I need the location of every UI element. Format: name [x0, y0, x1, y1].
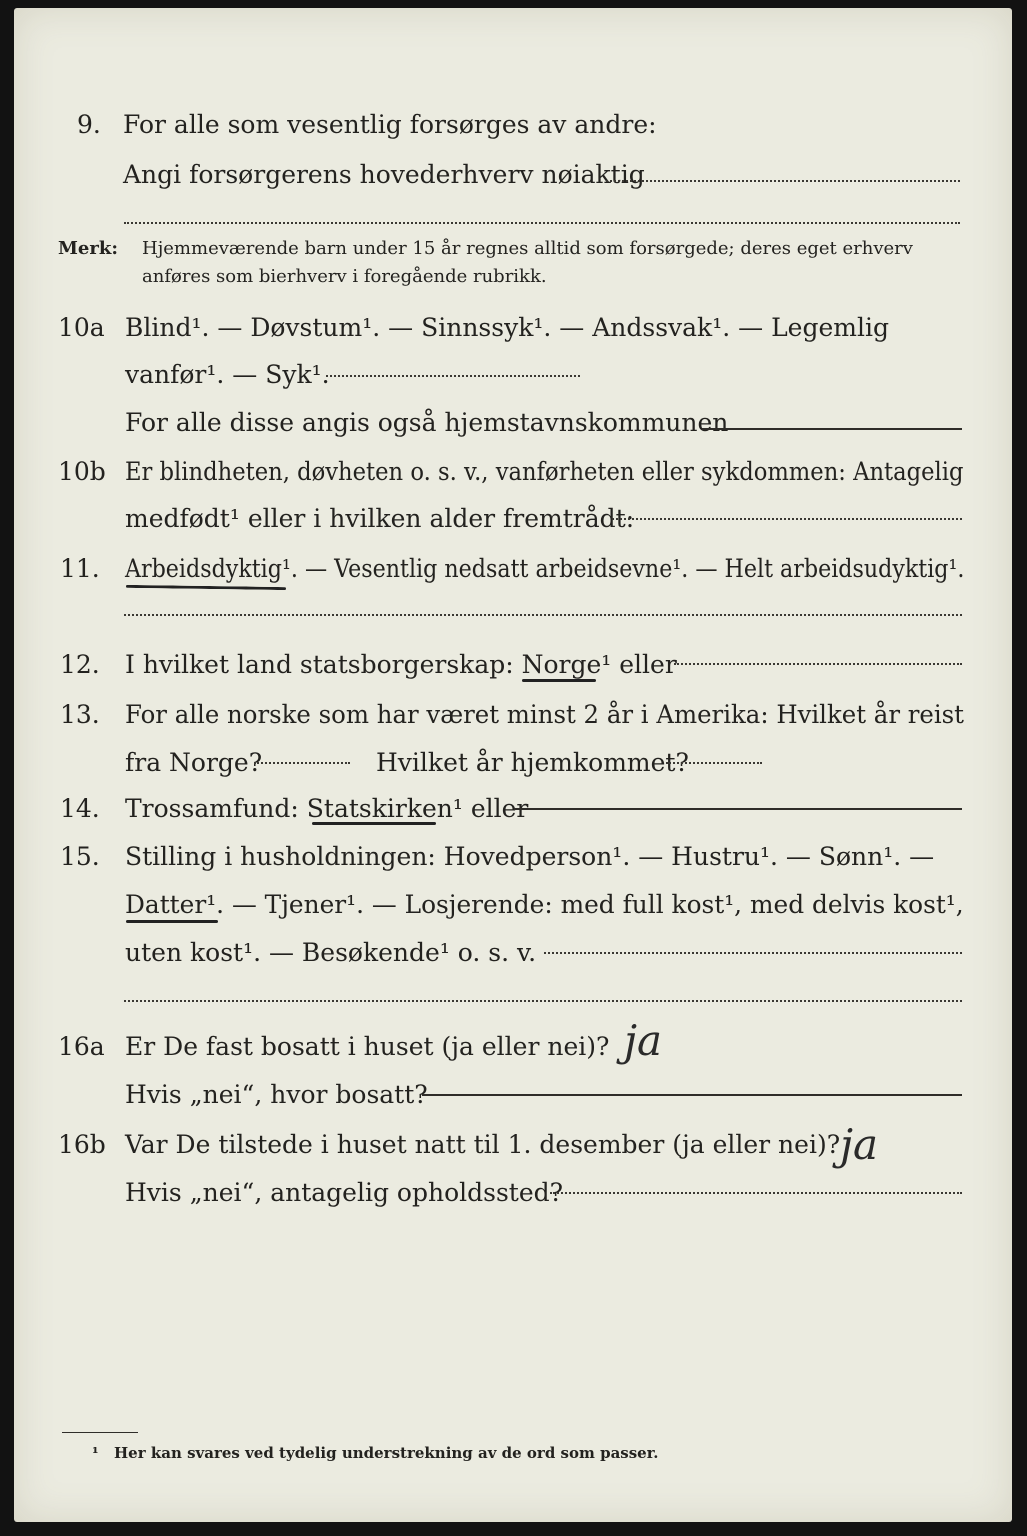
question-16a-number: 16a — [58, 1032, 105, 1061]
handwritten-answer-16b: ja — [840, 1120, 879, 1169]
handwritten-underline-norge — [522, 679, 596, 682]
handwritten-underline-statskirken — [312, 822, 436, 825]
question-10b-number: 10b — [58, 457, 106, 486]
question-11-number: 11. — [60, 554, 100, 583]
question-16b-line1: Var De tilstede i huset natt til 1. desember (ja eller nei)? — [125, 1130, 841, 1159]
option-statskirken[interactable]: Statskirken — [306, 794, 453, 823]
question-11-rest: ¹. — Vesentlig nedsatt arbeidsevne¹. — Helt arbeidsudyktig¹. — [281, 554, 965, 583]
question-10a-line2: vanfør¹. — Syk¹. — [125, 360, 330, 389]
answer-line-q10a[interactable] — [326, 375, 580, 377]
question-15-line1: Stilling i husholdningen: Hovedperson¹. — Hustru¹. — Sønn¹. — — [125, 842, 935, 871]
note-label: Merk: — [58, 238, 118, 259]
question-14-line — [125, 794, 528, 824]
question-10a-line3: For alle disse angis også hjemstavnskommunen — [125, 408, 729, 437]
answer-line-q16b[interactable] — [550, 1192, 962, 1194]
question-10b-line1: Er blindheten, døvheten o. s. v., vanførheten eller sykdommen: Antagelig — [125, 457, 964, 486]
answer-line-q11[interactable] — [124, 614, 962, 616]
question-15-number: 15. — [60, 842, 100, 871]
question-16a-line1: Er De fast bosatt i huset (ja eller nei)? — [125, 1032, 610, 1061]
note-line2: anføres som bierhverv i foregående rubrikk. — [142, 266, 547, 287]
question-10a-number: 10a — [58, 313, 105, 342]
census-form-page — [14, 8, 1012, 1522]
question-16a-line2: Hvis „nei“, hvor bosatt? — [125, 1080, 428, 1109]
question-16b-number: 16b — [58, 1130, 106, 1159]
question-16b-line2: Hvis „nei“, antagelig opholdssted? — [125, 1178, 564, 1207]
footnote-separator — [62, 1432, 138, 1433]
question-15-line2-text: — Tjener¹. — Losjerende: med full kost¹, med delvis kost¹, — [231, 890, 964, 919]
footnote-text: Her kan svares ved tydelig understrekning av de ord som passer. — [114, 1444, 659, 1462]
handwritten-underline-datter — [126, 920, 218, 923]
handwritten-underline-arbeidsdyktig — [126, 585, 286, 590]
question-12-number: 12. — [60, 650, 100, 679]
question-14-text: Trossamfund: — [125, 794, 299, 823]
note-line1: Hjemmeværende barn under 15 år regnes alltid som forsørgede; deres eget erhverv — [142, 238, 913, 259]
question-9-number: 9. — [77, 110, 101, 139]
question-14-eller: ¹ eller — [452, 794, 529, 823]
question-11-line — [125, 554, 964, 584]
question-10b-line2: medfødt¹ eller i hvilken alder fremtrådt: — [125, 504, 635, 533]
option-datter[interactable]: Datter¹. — [125, 890, 225, 919]
answer-line-q10b[interactable] — [612, 518, 962, 520]
answer-line-q15-extra[interactable] — [124, 1000, 962, 1002]
answer-line-q14[interactable] — [514, 808, 962, 810]
option-arbeidsdyktig[interactable]: Arbeidsdyktig — [125, 554, 282, 583]
answer-line-q13-hjemkommet[interactable] — [666, 762, 762, 764]
question-10a-line1: Blind¹. — Døvstum¹. — Sinnssyk¹. — Andssvak¹. — Legemlig — [125, 313, 889, 342]
answer-line-q13-reist[interactable] — [254, 762, 350, 764]
footnote-mark: ¹ — [92, 1444, 99, 1462]
question-15-line3: uten kost¹. — Besøkende¹ o. s. v. — [125, 938, 537, 967]
question-13-line1: For alle norske som har været minst 2 år i Amerika: Hvilket år reist — [125, 700, 964, 729]
question-15-line2 — [125, 890, 964, 920]
option-norge[interactable]: Norge — [521, 650, 602, 679]
question-14-number: 14. — [60, 794, 100, 823]
question-9-line2: Angi forsørgerens hovederhverv nøiaktig — [123, 160, 645, 189]
question-12-line — [125, 650, 677, 680]
question-13-number: 13. — [60, 700, 100, 729]
handwritten-answer-16a: ja — [624, 1016, 663, 1065]
answer-line-q9[interactable] — [606, 180, 960, 182]
answer-line-q16a[interactable] — [422, 1094, 962, 1096]
answer-line-q10a-kommune[interactable] — [702, 428, 962, 430]
question-13-line2b: Hvilket år hjemkommet? — [376, 748, 689, 777]
question-9-line1: For alle som vesentlig forsørges av andre: — [123, 110, 657, 139]
answer-line-q12[interactable] — [674, 663, 962, 665]
answer-line-q15[interactable] — [544, 952, 962, 954]
answer-line-q9-extra[interactable] — [124, 222, 960, 224]
question-13-line2a: fra Norge? — [125, 748, 263, 777]
question-12-text: I hvilket land statsborgerskap: — [125, 650, 514, 679]
question-12-eller: ¹ eller — [601, 650, 677, 679]
